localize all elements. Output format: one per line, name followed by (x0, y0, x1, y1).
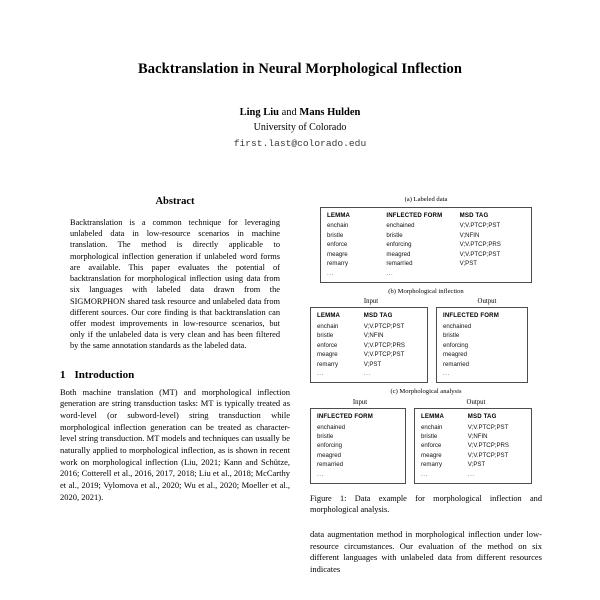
panel-c-label: (c) Morphological analysis (390, 388, 462, 396)
table-row (443, 323, 521, 332)
table-row (443, 351, 521, 360)
table-row (327, 231, 525, 240)
panel-c-io-labels (310, 399, 542, 406)
cell-form: enforcing (317, 442, 343, 450)
cell-ellipsis: ... (317, 370, 324, 378)
figure-caption-text: Data example for morphological inflection and morphological analysis. (310, 493, 542, 514)
table-row (317, 360, 421, 369)
cell-ellipsis: ... (386, 269, 394, 277)
cell-tag: V;NFIN (363, 332, 384, 340)
cell-tag: V;V.PTCP;PST (363, 323, 405, 331)
table-row (317, 442, 399, 451)
panel-b-boxes (310, 307, 542, 383)
table-header-row (327, 212, 525, 222)
table-header-row (317, 413, 399, 423)
cell-ellipsis: ... (467, 470, 475, 478)
author-name-2: Mans Hulden (299, 107, 361, 119)
table-row (421, 433, 525, 442)
table-row (327, 250, 525, 259)
cell-form: meagred (443, 351, 468, 359)
left-column (60, 196, 290, 504)
cell-lemma: bristle (327, 231, 344, 239)
right-column-paragraph: data augmentation method in morphological inflection under low-resource circumstances. Our evaluation of the method on six different languages with unlabeled data from different resources indicates (310, 528, 542, 575)
col-header-msd-tag: MSD TAG (467, 413, 497, 421)
cell-form: enchained (443, 323, 472, 331)
cell-lemma: enchain (327, 222, 349, 230)
panel-c-boxes (310, 408, 542, 484)
analysis-input-table (317, 413, 399, 480)
cell-form: bristle (317, 433, 334, 441)
cell-lemma: enforce (421, 442, 442, 450)
col-header-msd-tag: MSD TAG (363, 312, 393, 320)
cell-lemma: meagre (421, 451, 442, 459)
table-row (421, 423, 525, 432)
cell-tag: V;V.PTCP;PST (363, 351, 405, 359)
panel-b-label: (b) Morphological inflection (388, 287, 464, 295)
author-conjunction: and (281, 107, 297, 119)
inflection-output-table (443, 312, 521, 379)
col-header-inflected-form: INFLECTED FORM (443, 312, 499, 320)
cell-lemma: remarry (317, 360, 338, 368)
cell-form: enforcing (386, 241, 412, 249)
cell-lemma: remarry (421, 461, 442, 469)
analysis-output-table (421, 413, 525, 480)
table-row-ellipsis (421, 470, 525, 479)
table-row (317, 423, 399, 432)
section-heading-introduction (60, 369, 290, 381)
table-row (327, 222, 525, 231)
table-row (317, 461, 399, 470)
cell-lemma: remarry (327, 260, 348, 268)
table-header-row (443, 312, 521, 322)
table-row (317, 323, 421, 332)
inflection-input-table (317, 312, 421, 379)
table-row (317, 341, 421, 350)
output-label: Output (466, 399, 486, 407)
output-label: Output (477, 298, 497, 306)
cell-tag: V;V.PTCP;PST (459, 222, 501, 230)
table-row (317, 351, 421, 360)
table-row-ellipsis (317, 370, 421, 379)
author-line (60, 106, 540, 120)
table-row (443, 341, 521, 350)
panel-c-output-box (414, 408, 532, 484)
cell-form: enchained (317, 423, 346, 431)
right-column (310, 196, 542, 584)
cell-form: remarried (443, 360, 470, 368)
figure-caption-label: Figure 1: (310, 493, 347, 503)
cell-tag: V;NFIN (467, 433, 488, 441)
affiliation: University of Colorado (253, 122, 347, 134)
labeled-data-table (327, 212, 525, 279)
cell-form: remarried (386, 260, 413, 268)
table-row (327, 260, 525, 269)
cell-tag: V;NFIN (459, 231, 480, 239)
abstract-text: Backtranslation is a common technique for leveraging unlabeled data in low-resource scenarios in machine translation. The method is directly applicable to morphological inflection generation if unlabeled word forms are available. This paper evaluates the potential of backtranslation for morphological inflection using data from six languages with labeled data drawn from the SIGMORPHON shared task resource and unlabeled data from different sources. Our core finding is that backtranslation can offer modest improvements in low-resource scenarios, but only if the unlabeled data is very clean and has been filtered by the same annotation standards as the labeled data. (70, 218, 280, 351)
cell-lemma: enforce (327, 241, 348, 249)
cell-tag: V;PST (467, 461, 486, 469)
cell-ellipsis: ... (363, 370, 371, 378)
cell-ellipsis: ... (443, 370, 450, 378)
title-block (60, 60, 540, 149)
table-row (421, 461, 525, 470)
cell-tag: V;V.PTCP;PRS (363, 341, 406, 349)
cell-tag: V;V.PTCP;PST (467, 423, 509, 431)
table-row (317, 451, 399, 460)
col-header-lemma: LEMMA (317, 312, 341, 320)
col-header-msd-tag: MSD TAG (459, 211, 489, 219)
abstract-heading: Abstract (155, 196, 195, 207)
col-header-lemma: LEMMA (421, 413, 445, 421)
cell-form: enforcing (443, 341, 469, 349)
panel-c-input-box (310, 408, 406, 484)
cell-ellipsis: ... (327, 269, 334, 277)
cell-ellipsis: ... (421, 470, 428, 478)
col-header-inflected-form: INFLECTED FORM (386, 211, 443, 219)
table-row (327, 241, 525, 250)
cell-form: meagred (317, 451, 342, 459)
table-row (421, 442, 525, 451)
table-row (317, 332, 421, 341)
cell-form: bristle (386, 231, 403, 239)
cell-lemma: enchain (317, 323, 339, 331)
table-row-ellipsis (317, 470, 399, 479)
input-label: Input (363, 298, 379, 306)
panel-a-table-box (320, 207, 532, 283)
paper-title: Backtranslation in Neural Morphological Inflection (138, 61, 462, 77)
cell-ellipsis (460, 269, 525, 278)
cell-tag: V;PST (459, 260, 478, 268)
table-header-row (421, 413, 525, 423)
cell-lemma: enforce (317, 341, 338, 349)
table-row (443, 332, 521, 341)
cell-tag: V;V.PTCP;PST (467, 451, 509, 459)
cell-form: remarried (317, 461, 344, 469)
panel-b-io-labels (310, 298, 542, 305)
cell-lemma: bristle (421, 433, 438, 441)
cell-ellipsis: ... (317, 470, 324, 478)
table-row (421, 451, 525, 460)
cell-lemma: meagre (317, 351, 338, 359)
input-label: Input (352, 399, 368, 407)
col-header-lemma: LEMMA (327, 211, 351, 219)
cell-form: meagred (386, 250, 411, 258)
cell-tag: V;V.PTCP;PRS (459, 241, 501, 249)
table-row-ellipsis (327, 269, 525, 278)
section-number: 1 (60, 368, 66, 381)
table-header-row (317, 312, 421, 322)
cell-lemma: bristle (317, 332, 334, 340)
figure-1 (310, 196, 542, 515)
cell-tag: V;V.PTCP;PST (459, 250, 501, 258)
table-row (317, 433, 399, 442)
table-row (443, 360, 521, 369)
cell-lemma: meagre (327, 250, 348, 258)
cell-form: enchained (386, 222, 415, 230)
col-header-inflected-form: INFLECTED FORM (317, 413, 373, 421)
panel-a-label: (a) Labeled data (404, 196, 448, 203)
table-row-ellipsis (443, 370, 521, 379)
panel-b-input-box (310, 307, 428, 383)
cell-lemma: enchain (421, 423, 443, 431)
cell-tag: V;V.PTCP;PRS (467, 442, 510, 450)
author-name-1: Ling Liu (239, 107, 279, 119)
cell-form: bristle (443, 332, 460, 340)
panel-b-output-box (436, 307, 528, 383)
author-email: first.last@colorado.edu (233, 137, 367, 149)
section-title: Introduction (74, 368, 135, 381)
introduction-paragraph: Both machine translation (MT) and morphological inflection generation are string transduction tasks: MT is typically treated as word-level (or subword-level) string transduction while morphological inflection generation can be treated as character-level string transduction. MT models and techniques can usually be naturally applied to morphological inflection, as is shown in recent work on morphological inflection (Liu, 2021; Kann and Schütze, 2016; Cotterell et al., 2016, 2017, 2018; Liu et al., 2018; McCarthy et al., 2019; Vylomova et al., 2020; Wu et al., 2020; Moeller et al., 2020, 2021). (60, 386, 290, 502)
cell-tag: V;PST (363, 360, 382, 368)
figure-caption (310, 493, 542, 515)
